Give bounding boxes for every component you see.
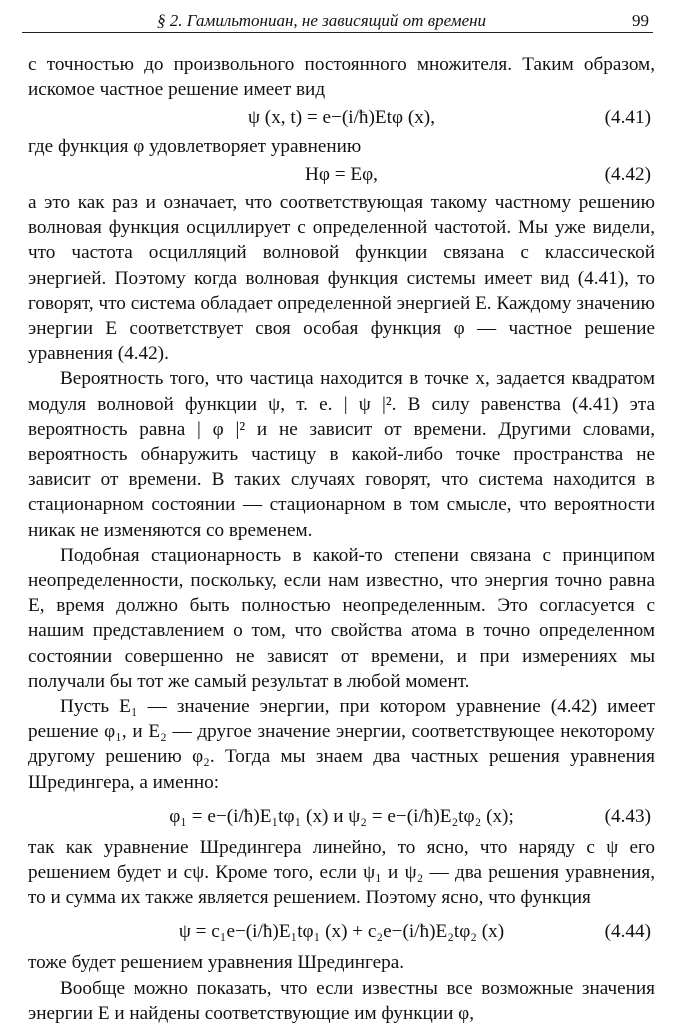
paragraph: а это как раз и означает, что соответствующая такому частному решению волновая функция осциллирует с определенной частотой. Мы уже видели, что частота осцилляций волновой функции связана с классической энергией. Поэтому когда волновая функция системы имеет вид (4.41), то говорят, что система обладает определенной энергией E. Каждому значению энергии E соответствует своя особая функция φ — частное решение уравнения (4.42). bbox=[28, 191, 655, 365]
paragraph: так как уравнение Шредингера линейно, то ясно, что наряду с ψ его решением будет и cψ. Кроме того, если ψ₁ и ψ₂ — два решения уравнения, то и сумма их также является решением. Поэтому ясно, что функция bbox=[28, 836, 655, 909]
paragraph: с точностью до произвольного постоянного множителя. Таким образом, искомое частное решение имеет вид bbox=[28, 54, 655, 101]
equation-4-42 bbox=[28, 162, 655, 187]
paragraph: где функция φ удовлетворяет уравнению bbox=[28, 135, 362, 157]
equation-number: (4.44) bbox=[604, 921, 651, 943]
running-header bbox=[22, 8, 653, 33]
equation-formula: ψ (x, t) = e−(i/ħ)Etφ (x), bbox=[248, 107, 435, 129]
page-body bbox=[28, 52, 655, 1026]
equation-4-41 bbox=[28, 105, 655, 130]
equation-number: (4.42) bbox=[604, 163, 651, 185]
equation-formula: Hφ = Eφ, bbox=[305, 163, 378, 185]
paragraph: Вероятность того, что частица находится в точке x, задается квадратом модуля волновой функции ψ, т. е. | ψ |². В силу равенства (4.41) эта вероятность равна | φ |² и не зависит от времени. Другими словами, вероятность обнаружить частицу в какой-либо точке пространства не зависит от времени. В таких случаях говорят, что система находится в стационарном состоянии — стационарном в том смысле, что вероятности никак не изменяются со временем. bbox=[28, 368, 655, 541]
paragraph: Вообще можно показать, что если известны все возможные значения энергии E и найдены соответствующие им функции φ, bbox=[28, 977, 655, 1024]
paragraph: тоже будет решением уравнения Шредингера. bbox=[28, 952, 405, 974]
paragraph: Подобная стационарность в какой-то степени связана с принципом неопределенности, поскольку, если нам известно, что энергия точно равна E, время должно быть полностью неопределенным. Это согласуется с нашим представлением о том, что свойства атома в точно определенном состоянии совершенно не зависят от времени, и при измерениях мы получали бы тот же самый результат в любой момент. bbox=[28, 544, 655, 692]
equation-number: (4.43) bbox=[604, 805, 651, 827]
equation-4-44 bbox=[28, 915, 655, 945]
equation-4-43 bbox=[28, 800, 655, 830]
paragraph: Пусть E₁ — значение энергии, при котором уравнение (4.42) имеет решение φ₁, и E₂ — другое значение энергии, соответствующее некоторому другому решению φ₂. Тогда мы знаем два частных решения уравнения Шредингера, а именно: bbox=[28, 696, 655, 793]
page-number: 99 bbox=[632, 11, 649, 30]
equation-formula: φ₁ = e−(i/ħ)E₁tφ₁ (x) и ψ₂ = e−(i/ħ)E₂tφ₂ (x); bbox=[169, 805, 514, 827]
equation-formula: ψ = c₁e−(i/ħ)E₁tφ₁ (x) + c₂e−(i/ħ)E₂tφ₂ (x) bbox=[178, 921, 505, 943]
equation-number: (4.41) bbox=[604, 107, 651, 129]
section-title: § 2. Гамильтониан, не зависящий от времени bbox=[157, 11, 487, 30]
